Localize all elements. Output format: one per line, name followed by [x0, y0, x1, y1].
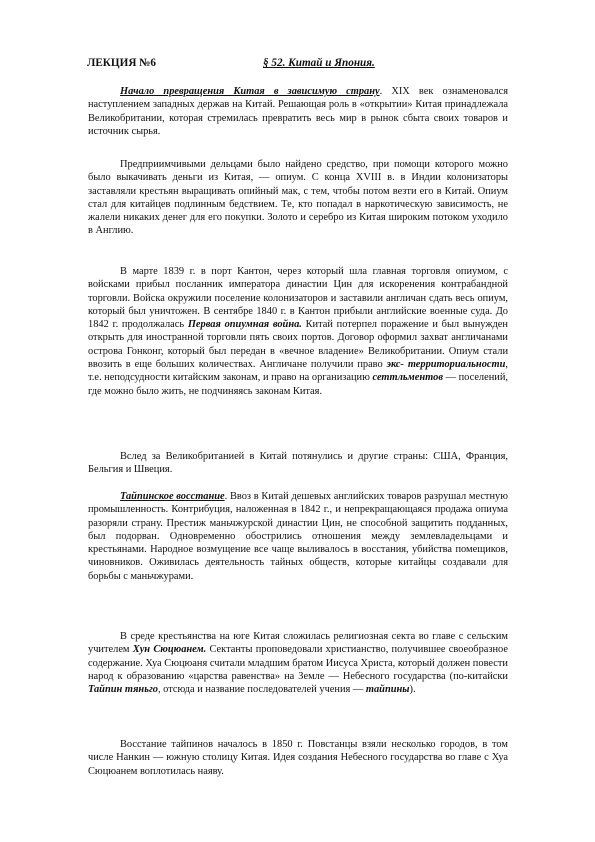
- paragraph-5-text: . Ввоз в Китай дешевых английских товаров разрушал местную промышленность. Контрибуция, наложенная в 1842 г., и непрекращающаяся продажа опиума разоряли страну. Престиж маньчжурской династии Цин, не способной защитить подданных, был подорван. Одновременно обострились отношения между землевладельцами и крестьянами. Народное возмущение все чаще выливалось в восстания, убийства помещиков, чиновников. Оживилась деятельность тайных обществ, которые китайцы создавали для борьбы с маньчжурами.: [88, 491, 508, 582]
- paragraph-6: [88, 630, 508, 696]
- paragraph-7-text: Восстание тайпинов началось в 1850 г. Повстанцы взяли несколько городов, в том числе Нанкин — южную столицу Китая. Идея создания Небесного государства во главе с Хуа Сюцюанем воплотилась наяву.: [88, 739, 508, 777]
- paragraph-6-text-b: Сектанты проповедовали христианство, получившее своеобразное содержание. Хуа Сюцюаня считали младшим братом Иисуса Христа, который должен повести народ к образованию «царства равенства» на Земле — Небесного государства (по-китайски: [88, 644, 508, 682]
- term-settlements: сеттльментов: [372, 372, 443, 384]
- paragraph-3-text-d: — поселений, где можно было жить, не подчиняясь законам Китая.: [88, 372, 509, 397]
- subheading-taiping-rebellion: Тайпинское восстание: [120, 491, 225, 502]
- paragraph-3-text-b: Китай потерпел поражение и был вынужден открыть для иностранной торговли пять своих портов. Договор оформил захват англичанами острова Гонконг, который был передан в «вечное владение» Великобритании. Опиум стали ввозить в еще больших количествах. Англичане получили право: [88, 319, 508, 371]
- paragraph-4: [88, 450, 508, 477]
- paragraph-6-text-c: , отсюда и название последователей учения —: [157, 684, 366, 696]
- paragraph-7: [88, 738, 508, 778]
- name-hong-xiuquan: Хун Сюцюанем.: [132, 644, 207, 656]
- section-title: § 52. Китай и Япония.: [263, 57, 375, 69]
- paragraph-2: [88, 158, 508, 238]
- term-taipings: тайпины: [365, 684, 410, 696]
- paragraph-1-text: . XIX век ознаменовался наступлением западных держав на Китай. Решающая роль в «открытии» Китая принадлежала Великобритании, которая стремилась превратить весь мир в рынок сбыта своих товаров и источник сырья.: [88, 86, 509, 137]
- subheading-dependency: Начало превращения Китая в зависимую страну: [120, 86, 380, 97]
- term-taiping-tianguo: Тайпин тяньго: [88, 684, 158, 696]
- paragraph-6-text-a: В среде крестьянства на юге Китая сложилась религиозная секта во главе с сельским учителем: [88, 631, 508, 656]
- term-extraterritoriality: экс- территориальности: [386, 359, 506, 371]
- paragraph-3-text-a: В марте 1839 г. в порт Кантон, через который шла главная торговля опиумом, с войсками прибыл посланник императора династии Цин для искоренения контрабандной торговли. Войска окружили поселение колонизаторов и заставили англичан сдать весь опиум, который был уничтожен. В сентябре 1840 г. в Кантон прибыли английские военные суда. До 1842 г. продолжалась: [88, 266, 508, 331]
- lecture-number: ЛЕКЦИЯ №6: [87, 57, 157, 69]
- paragraph-3: [88, 265, 508, 398]
- paragraph-6-text-d: ).: [409, 684, 416, 696]
- term-first-opium-war: Первая опиумная война.: [187, 319, 302, 331]
- paragraph-4-text: Вслед за Великобританией в Китай потянулись и другие страны: США, Франция, Бельгия и Швеция.: [88, 451, 508, 476]
- paragraph-5: [88, 490, 508, 583]
- paragraph-2-text: Предприимчивыми дельцами было найдено средство, при помощи которого можно было выкачивать деньги из Китая, — опиум. С конца XVIII в. в Индии колонизаторы заставляли крестьян выращивать опийный мак, с тем, чтобы потом везти его в Китай. Опиум стал для китайцев подлинным бедствием. Те, кто попадал в наркотическую зависимость, не жалели никаких денег для его покупки. Золото и серебро из Китая широким потоком уходило в Англию.: [88, 159, 508, 237]
- paragraph-1: [88, 85, 508, 138]
- paragraph-3-text-c: , т.е. неподсудности китайским законам, и право на организацию: [88, 359, 508, 384]
